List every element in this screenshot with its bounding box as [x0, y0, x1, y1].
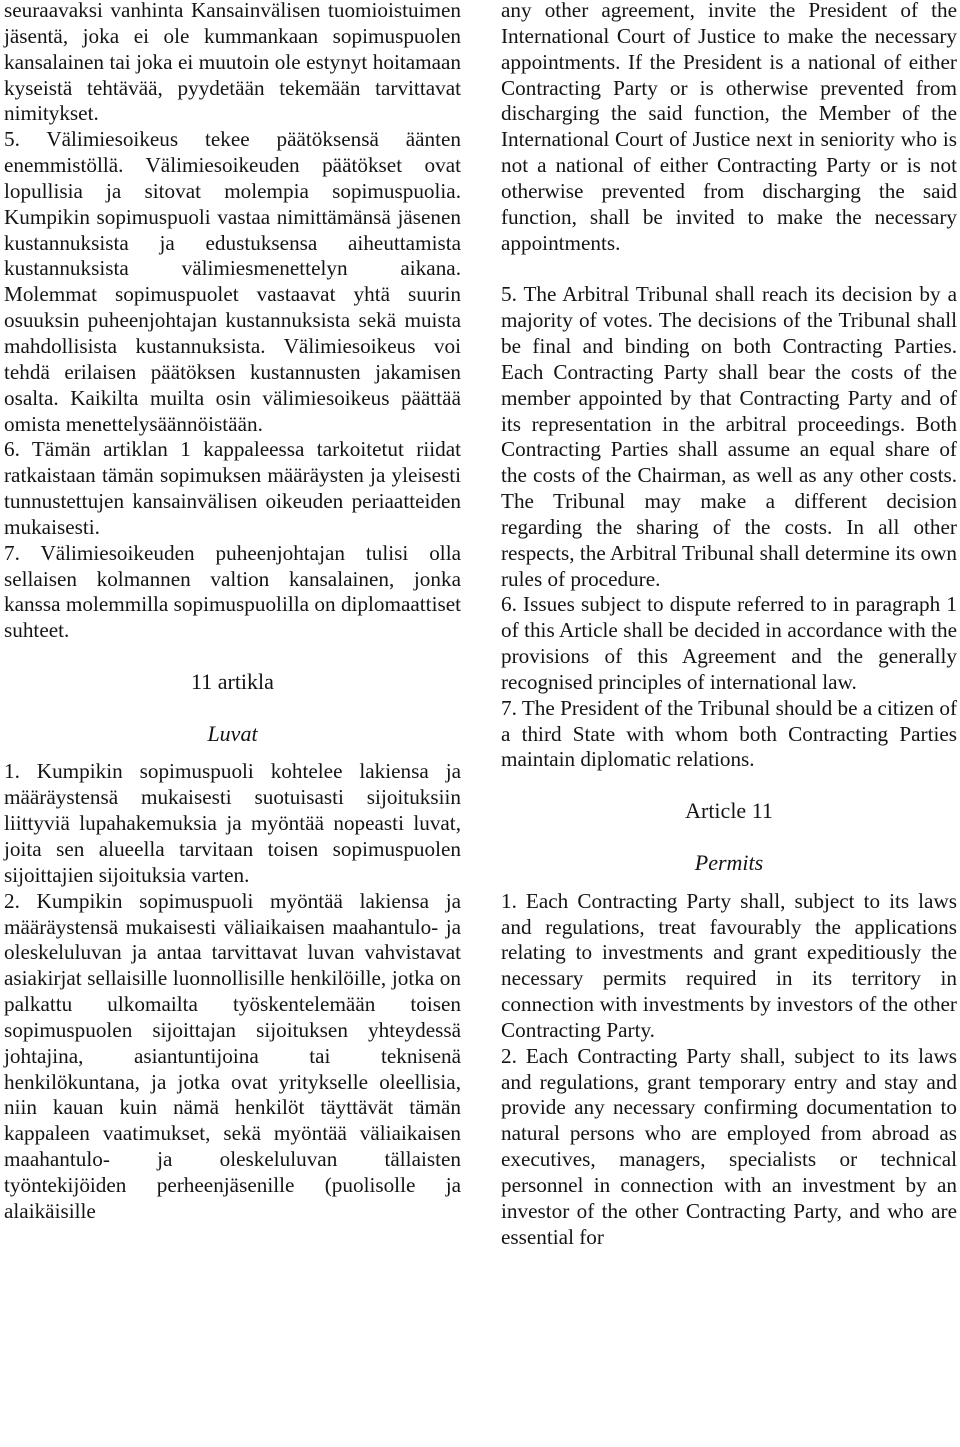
fi-paragraph-continuation: seuraavaksi vanhinta Kansainvälisen tuomioistuimen jäsentä, joka ei ole kummankaan sopimuspuolen kansalainen tai joka ei muutoin ole estynyt hoitamaan kyseistä tehtävää, pyydetään tekemään tarvittavat nimitykset. — [4, 0, 461, 126]
fi-article-paragraph-1: 1. Kumpikin sopimuspuoli kohtelee lakiensa ja määräystensä mukaisesti suotuisasti sijoituksiin liittyviä lupahakemuksia ja myöntää nopeasti luvat, joita sen alueella tarvitaan toisen sopimuspuolen sijoittajien sijoituksia varten. — [4, 759, 461, 887]
fi-article-paragraph-2: 2. Kumpikin sopimuspuoli myöntää lakiensa ja määräystensä mukaisesti väliaikaisen maahantulo- ja oleskeluluvan ja antaa tarvittavat luvan vahvistavat asiakirjat sellaisille luonnollisille henkilöille, jotka on palkattu ulkomailta työskentelemään toisen sopimuspuolen sijoittajan sijoituksen yhteydessä johtajina, asiantuntijoina tai teknisenä henkilökuntana, ja jotka ovat yritykselle oleellisia, niin kauan kuin nämä henkilöt täyttävät tämän kappaleen vaatimukset, sekä myöntää väliaikaisen maahantulo- ja oleskeluluvan tällaisten työntekijöiden perheenjäsenille (puolisolle ja alaikäisille — [4, 888, 461, 1223]
fi-article-subtitle: Luvat — [207, 720, 258, 746]
en-paragraph-continuation: any other agreement, invite the President of the International Court of Justice to make the necessary appointments. If the President is a national of either Contracting Party or is otherwise prevented from discharging the said function, the Member of the International Court of Justice next in seniority who is not a national of either Contracting Party or is not otherwise prevented from discharging the said function, shall be invited to make the necessary appointments. — [501, 0, 957, 255]
en-article-paragraph-1: 1. Each Contracting Party shall, subject to its laws and regulations, treat favourably the applications relating to investments and grant expeditiously the necessary permits required in its territory in connection with investments by investors of the other Contracting Party. — [501, 888, 957, 1042]
en-paragraph-5: 5. The Arbitral Tribunal shall reach its decision by a majority of votes. The decisions of the Tribunal shall be final and binding on both Contracting Parties. Each Contracting Party shall bear the costs of the member appointed by that Contracting Party and of its representation in the arbitral proceedings. Both Contracting Parties shall assume an equal share of the costs of the Chairman, as well as any other costs. The Tribunal may make a different decision regarding the sharing of the costs. In all other respects, the Arbitral Tribunal shall determine its own rules of procedure. — [501, 282, 957, 591]
en-article-paragraph-2: 2. Each Contracting Party shall, subject to its laws and regulations, grant temporary entry and stay and provide any necessary confirming documentation to natural persons who are employed from abroad as executives, managers, specialists or technical personnel in connection with an investment by an investor of the other Contracting Party, and who are essential for — [501, 1043, 957, 1249]
spacer — [501, 773, 957, 785]
spacer — [4, 644, 461, 656]
english-column — [501, 0, 957, 1251]
en-paragraph-6: 6. Issues subject to dispute referred to in paragraph 1 of this Article shall be decided in accordance with the provisions of this Agreement and the generally recognised principles of international law. — [501, 592, 957, 694]
fi-article-title: 11 artikla — [191, 669, 274, 695]
finnish-column — [4, 0, 461, 1225]
en-article-title: Article 11 — [685, 798, 773, 824]
spacer — [501, 256, 957, 282]
fi-paragraph-7: 7. Välimiesoikeuden puheenjohtajan tulisi olla sellaisen kolmannen valtion kansalainen, jonka kanssa molemmilla sopimuspuolilla on diplomaattiset suhteet. — [4, 540, 461, 643]
en-article-subtitle: Permits — [694, 850, 764, 875]
en-paragraph-7: 7. The President of the Tribunal should be a citizen of a third State with whom both Contracting Parties maintain diplomatic relations. — [501, 695, 957, 772]
fi-paragraph-6: 6. Tämän artiklan 1 kappaleessa tarkoitetut riidat ratkaistaan tämän sopimuksen määräysten ja yleisesti tunnustettujen kansainvälisen oikeuden periaatteiden mukaisesti. — [4, 437, 461, 539]
fi-paragraph-5: 5. Välimiesoikeus tekee päätöksensä äänten enemmistöllä. Välimiesoikeuden päätökset ovat lopullisia ja sitovat molempia sopimuspuolia. Kumpikin sopimuspuoli vastaa nimittämänsä jäsenen kustannuksista ja edustuksensa aiheuttamista kustannuksista välimiesmenettelyn aikana. Molemmat sopimuspuolet vastaavat yhtä suurin osuuksin puheenjohtajan kustannuksista sekä muista mahdollisista kustannuksista. Välimiesoikeus voi tehdä erilaisen päätöksen kustannusten jakamisen osalta. Kaikilta muilta osin välimiesoikeus päättää omista menettelysäännöistään. — [4, 127, 461, 436]
